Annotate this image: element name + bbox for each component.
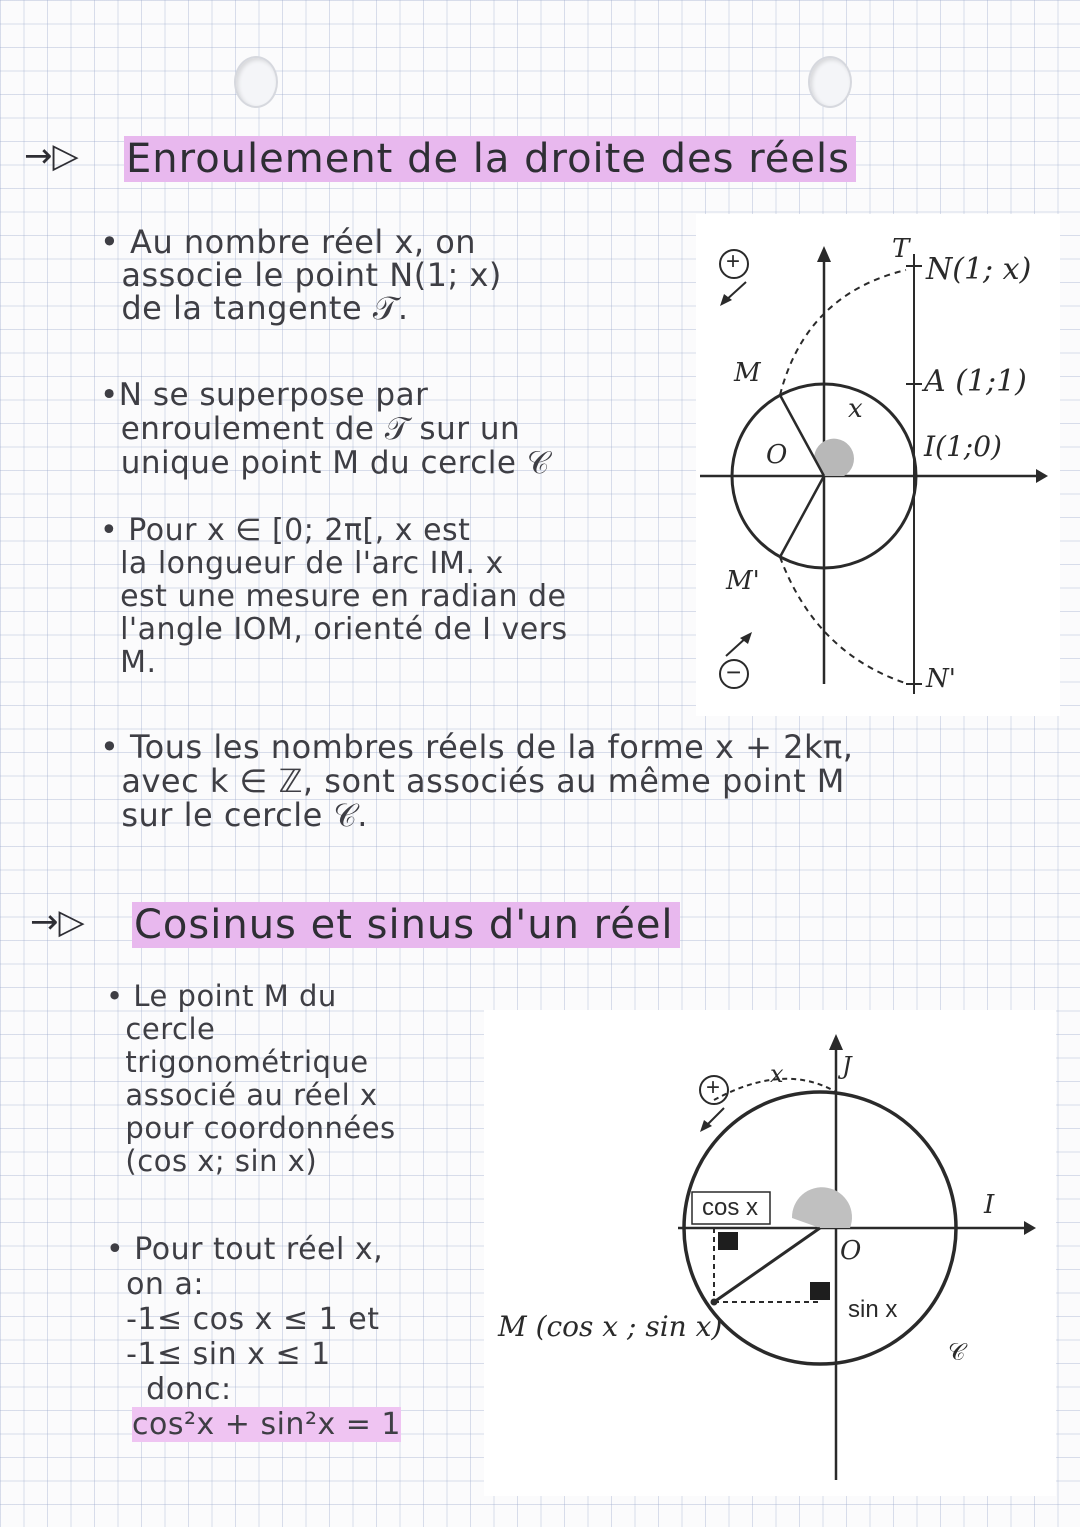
binder-hole-right <box>808 56 852 108</box>
fig2-y-arrow-icon <box>829 1034 843 1050</box>
fig2-point-M <box>711 1299 718 1306</box>
fig2-label-C: 𝒞 <box>948 1338 966 1366</box>
binder-hole-left <box>234 56 278 108</box>
fig1-x-arrow-icon <box>1036 469 1048 483</box>
fig2-label-J: J <box>842 1052 852 1080</box>
fig1-label-M: M <box>734 358 761 388</box>
fig1-minus-sign: − <box>726 657 742 687</box>
fig1-label-O: O <box>766 440 788 470</box>
figure-trig-circle <box>484 1010 1056 1496</box>
fig1-plus-sign: + <box>726 248 741 275</box>
fig1-label-x: x <box>848 394 863 424</box>
section1-bullet2: •N se superpose par enroulement de 𝒯 sur un unique point M du cercle 𝒞 <box>100 377 550 481</box>
fig2-label-I: I <box>984 1190 995 1220</box>
fig2-label-cos: cos x <box>702 1194 759 1221</box>
fig2-right-angle-sin <box>810 1282 830 1300</box>
section2-bullet2: • Pour tout réel x, on a: -1≤ cos x ≤ 1 et -1≤ sin x ≤ 1 donc: <box>106 1232 384 1407</box>
fig1-label-Mp: M' <box>726 566 760 596</box>
fig1-segment-OMp <box>780 476 824 557</box>
fig1-label-I: I(1;0) <box>924 430 1002 463</box>
fig1-label-Np: N' <box>926 664 956 694</box>
fig2-x-arrow-icon <box>1024 1221 1036 1235</box>
section2-formula <box>132 1408 401 1442</box>
section-arrow-icon: →▷ <box>24 136 79 176</box>
section2-title <box>132 902 680 948</box>
section1-bullet3: • Pour x ∈ [0; 2π[, x est la longueur de l'arc IM. x est une mesure en radian de l'angle IOM, orienté de I vers M. <box>100 513 568 680</box>
fig2-right-angle-cos <box>718 1232 738 1250</box>
figure-winding-circle <box>696 214 1060 716</box>
fig1-label-T: T <box>892 234 910 264</box>
section1-bullet4: • Tous les nombres réels de la forme x + 2kπ, avec k ∈ ℤ, sont associés au même point M sur le cercle 𝒞. <box>100 728 854 834</box>
fig1-label-A: A (1;1) <box>924 364 1027 399</box>
section1-title <box>124 136 856 182</box>
fig2-label-sin: sin x <box>848 1296 898 1323</box>
fig2-label-O: O <box>840 1236 862 1266</box>
fig2-label-M: M (cos x ; sin x) <box>498 1310 723 1343</box>
figure1-svg <box>696 214 1060 716</box>
section1-title-text: Enroulement de la droite des réels <box>124 136 856 182</box>
section2-title-text: Cosinus et sinus d'un réel <box>132 902 680 948</box>
fig2-angle-sector <box>792 1187 852 1228</box>
fig1-y-arrow-icon <box>817 246 831 262</box>
section1-bullet1: • Au nombre réel x, on associe le point N(1; x) de la tangente 𝒯. <box>100 223 502 327</box>
fig2-label-x: x <box>770 1060 784 1088</box>
fig1-label-N: N(1; x) <box>926 252 1032 287</box>
fig1-dashed-arc-top <box>780 270 906 395</box>
fig1-dashed-arc-bottom <box>780 557 908 684</box>
fig2-plus-sign: + <box>706 1074 721 1101</box>
section2-formula-text: cos²x + sin²x = 1 <box>132 1407 402 1442</box>
section2-arrow-icon: →▷ <box>30 902 85 942</box>
section2-bullet1: • Le point M du cercle trigonométrique associé au réel x pour coordonnées (cos x; sin x) <box>106 979 396 1178</box>
